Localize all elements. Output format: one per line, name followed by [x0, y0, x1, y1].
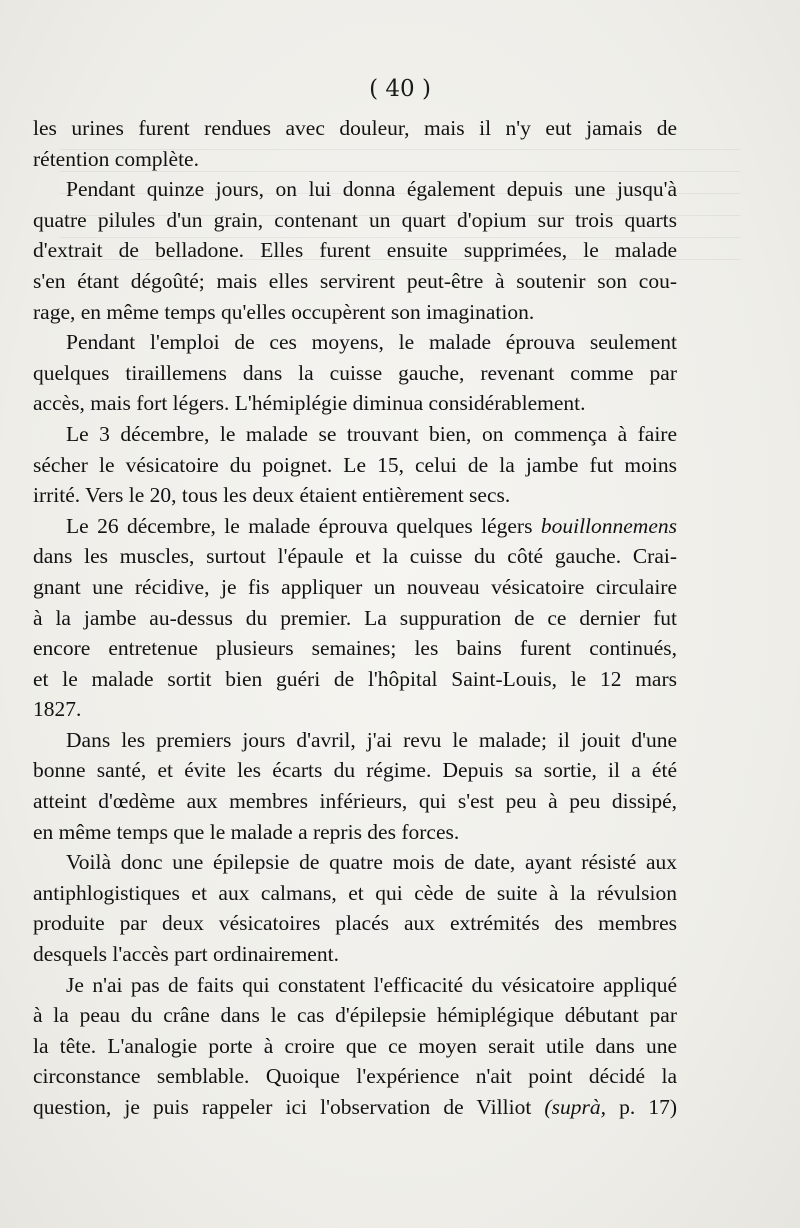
text-line: circonstance semblable. Quoique l'expérience n'ait point décidé la — [33, 1064, 677, 1089]
text-line: produite par deux vésicatoires placés aux extrémités des membres — [33, 911, 677, 936]
body-text — [33, 113, 677, 1123]
text-line — [33, 1092, 677, 1123]
paragraph-6 — [33, 725, 677, 847]
text-line: encore entretenue plusieurs semaines; les bains furent continués, — [33, 636, 677, 661]
text-line: Pendant quinze jours, on lui donna également depuis une jusqu'à — [66, 177, 677, 202]
text-line: irrité. Vers le 20, tous les deux étaient entièrement secs. — [33, 483, 511, 508]
paragraph-5 — [33, 511, 677, 725]
text-line: la tête. L'analogie porte à croire que ce moyen serait utile dans une — [33, 1033, 677, 1058]
paragraph-8 — [33, 970, 677, 1123]
paragraph-1 — [33, 113, 677, 174]
text-run: p. 17) — [605, 1095, 677, 1119]
text-line: antiphlogistiques et aux calmans, et qui cède de suite à la révulsion — [33, 880, 677, 905]
text-line: en même temps que le malade a repris des forces. — [33, 819, 460, 844]
text-line: s'en étant dégoûté; mais elles servirent peut-être à soutenir son cou- — [33, 268, 677, 293]
italic-word: bouillonnemens — [540, 513, 677, 538]
paragraph-2 — [33, 174, 677, 327]
text-line: Je n'ai pas de faits qui constatent l'efficacité du vésicatoire appliqué — [66, 972, 677, 997]
text-line: atteint d'œdème aux membres inférieurs, qui s'est peu à peu dissipé, — [33, 789, 677, 814]
text-run: question, je puis rappeler ici l'observation de Villiot — [33, 1095, 545, 1119]
text-line: Pendant l'emploi de ces moyens, le malade éprouva seulement — [66, 330, 677, 355]
text-line: 1827. — [33, 697, 82, 722]
text-line: et le malade sortit bien guéri de l'hôpital Saint-Louis, le 12 mars — [33, 666, 677, 691]
page-number: ( 40 ) — [369, 76, 431, 102]
text-line: bonne santé, et évite les écarts du régime. Depuis sa sortie, il a été — [33, 758, 677, 783]
text-line: Le 3 décembre, le malade se trouvant bien, on commença à faire — [66, 421, 677, 446]
italic-word: (suprà, — [544, 1095, 606, 1119]
text-line: desquels l'accès part ordinairement. — [33, 942, 339, 967]
text-line: les urines furent rendues avec douleur, mais il n'y eut jamais de — [33, 116, 677, 140]
text-line: rétention complète. — [33, 146, 199, 171]
text-run: Le 26 décembre, le malade éprouva quelques légers — [66, 513, 541, 538]
text-line: dans les muscles, surtout l'épaule et la cuisse du côté gauche. Crai- — [33, 544, 677, 569]
text-line: quatre pilules d'un grain, contenant un quart d'opium sur trois quarts — [33, 207, 677, 232]
text-line: quelques tiraillemens dans la cuisse gauche, revenant comme par — [33, 360, 677, 385]
text-line: sécher le vésicatoire du poignet. Le 15, celui de la jambe fut moins — [33, 452, 677, 477]
paragraph-4 — [33, 419, 677, 511]
paragraph-7 — [33, 847, 677, 969]
text-line: gnant une récidive, je fis appliquer un nouveau vésicatoire circulaire — [33, 574, 677, 599]
text-line — [33, 511, 677, 542]
text-line: à la jambe au-dessus du premier. La suppuration de ce dernier fut — [33, 605, 677, 630]
text-line: à la peau du crâne dans le cas d'épilepsie hémiplégique débutant par — [33, 1003, 677, 1028]
text-line: Voilà donc une épilepsie de quatre mois de date, ayant résisté aux — [66, 850, 677, 875]
text-line: d'extrait de belladone. Elles furent ensuite supprimées, le malade — [33, 238, 677, 263]
text-line: rage, en même temps qu'elles occupèrent son imagination. — [33, 299, 535, 324]
paragraph-3 — [33, 327, 677, 419]
text-line: Dans les premiers jours d'avril, j'ai revu le malade; il jouit d'une — [66, 727, 677, 752]
text-line: accès, mais fort légers. L'hémiplégie diminua considérablement. — [33, 391, 586, 416]
